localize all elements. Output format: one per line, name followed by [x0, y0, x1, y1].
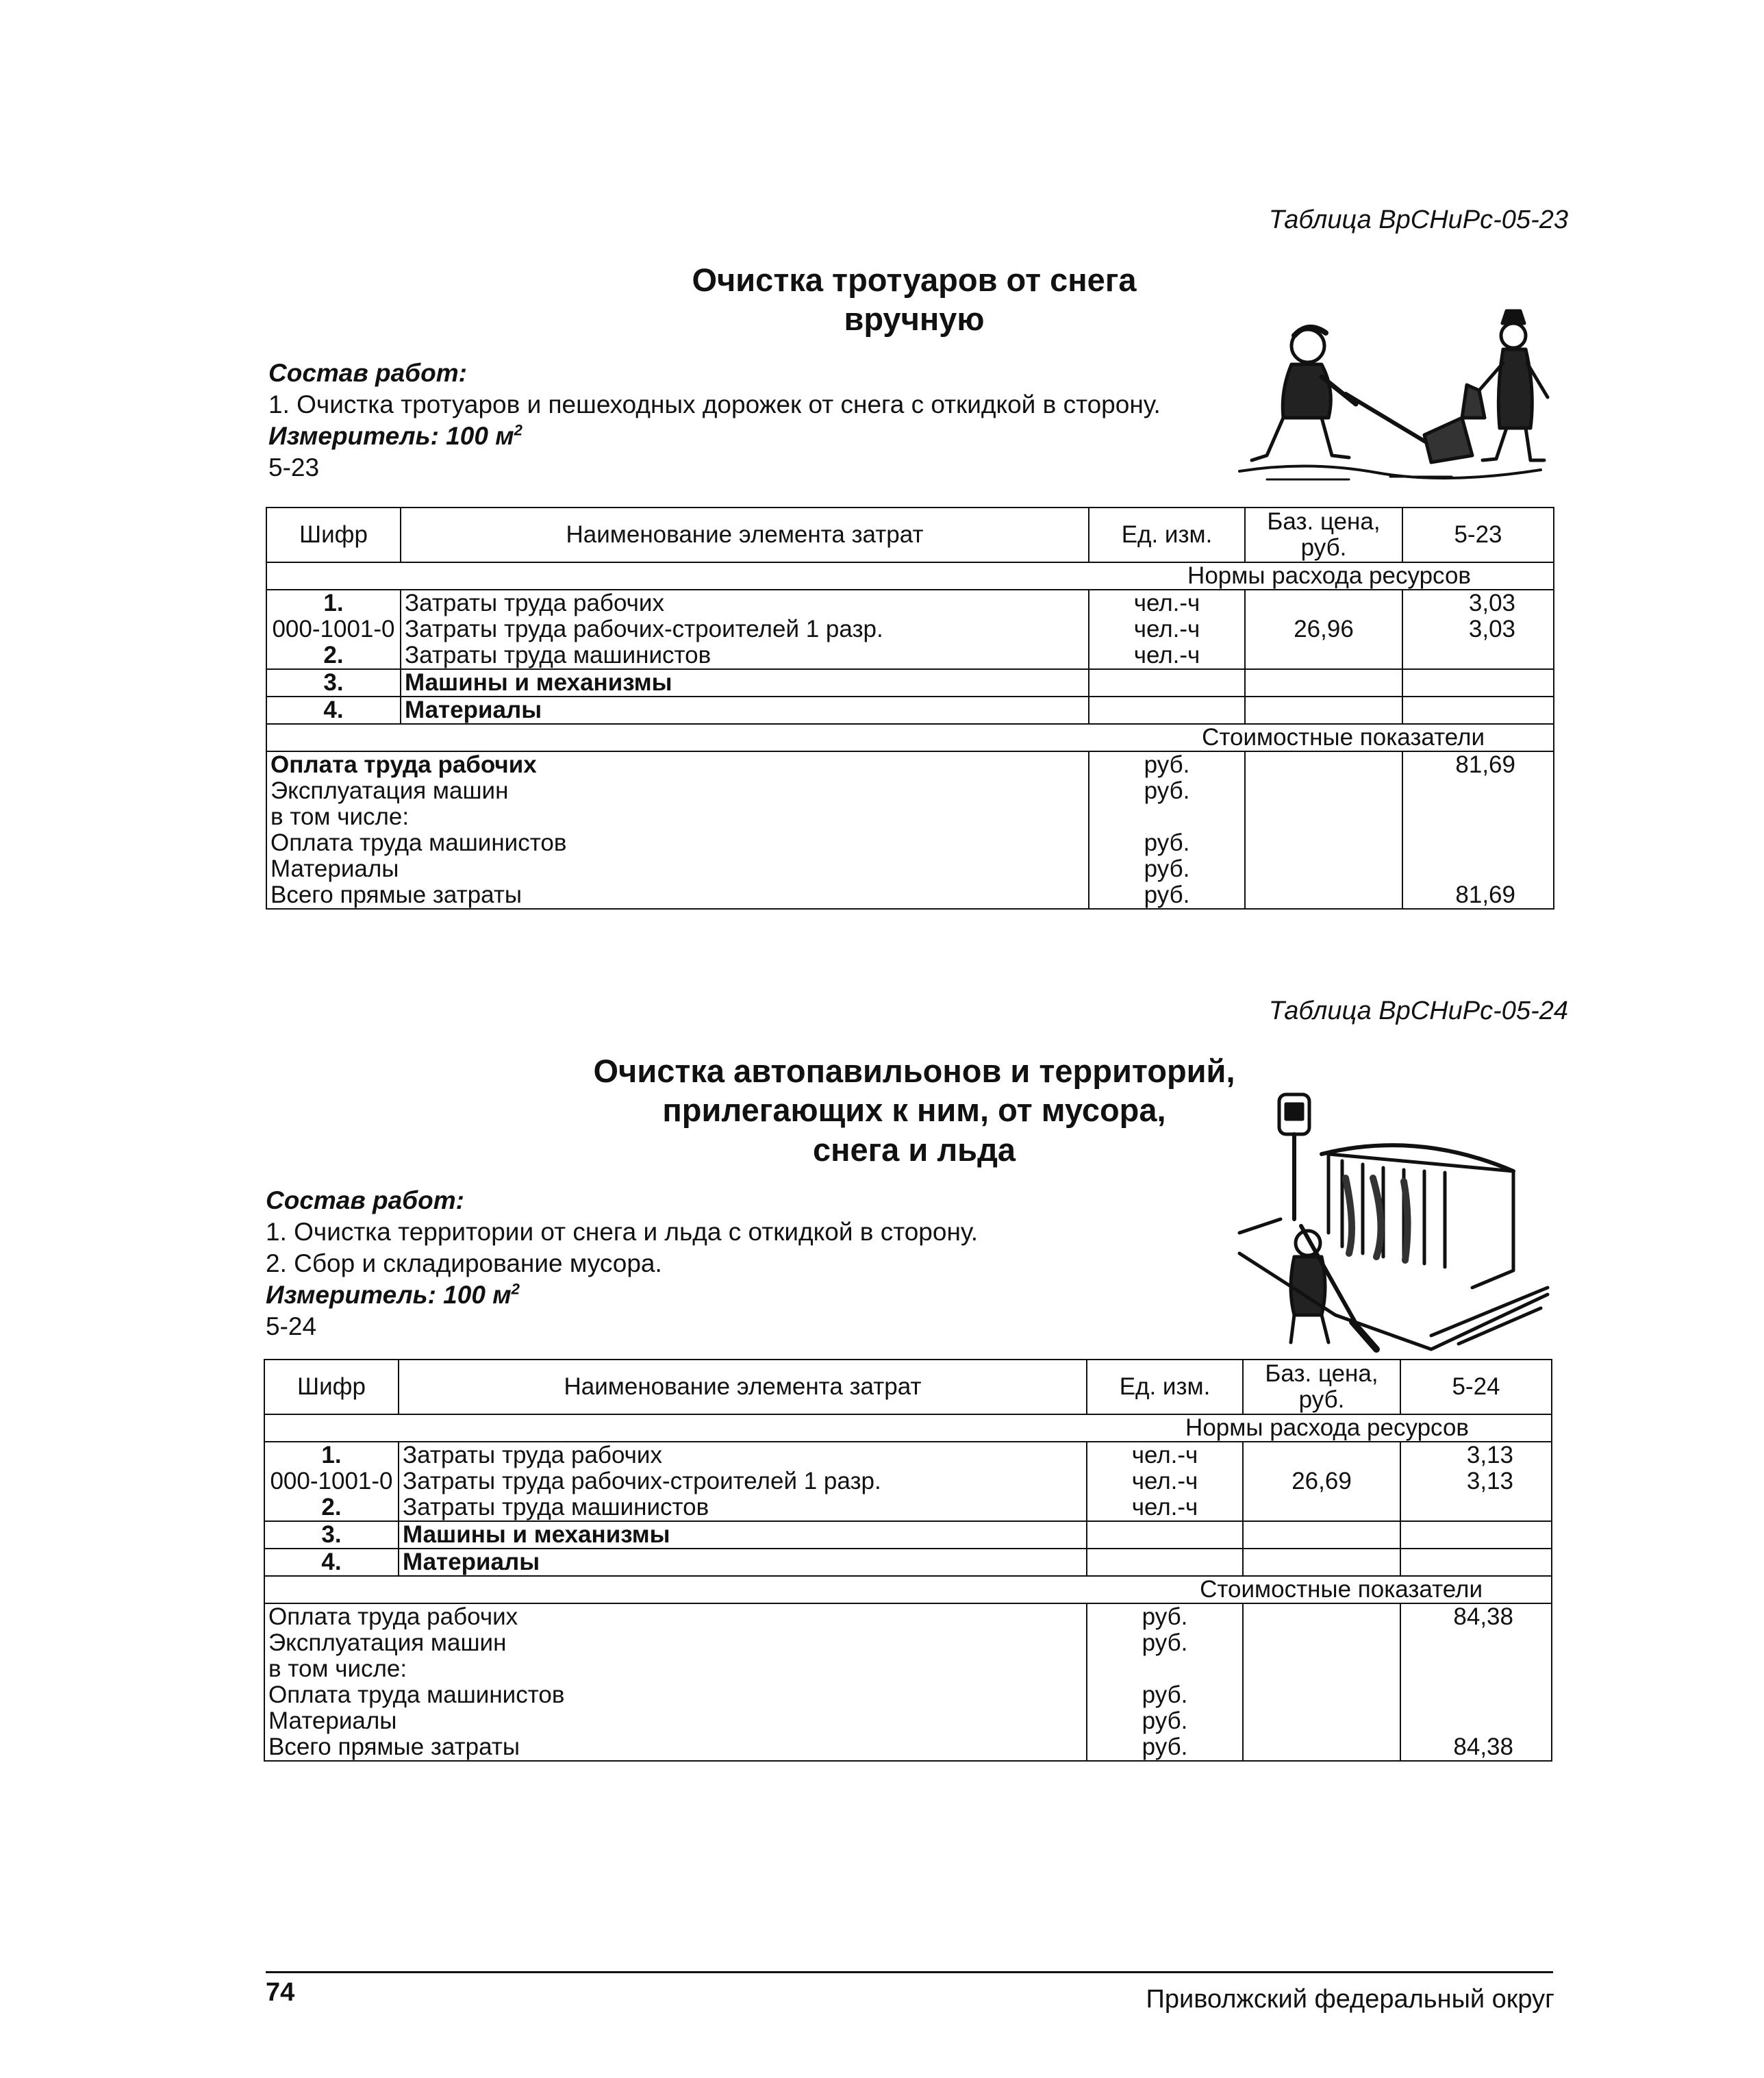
table-cell: [1402, 697, 1554, 724]
page-number: 74: [266, 1978, 295, 2007]
table-cell: [1402, 642, 1554, 669]
measure-label: Измеритель: 100 $м^2$: [266, 1280, 520, 1309]
work-info-05-23: [268, 358, 1161, 484]
table-cell: [1243, 1549, 1400, 1576]
cost-label: Стоимостные показатели: [266, 724, 1554, 751]
table-cell: [1087, 1521, 1243, 1549]
table-row: [266, 751, 1554, 778]
norms-label: Нормы расхода ресурсов: [264, 1414, 1552, 1442]
table-cell: 3,03: [1402, 590, 1554, 616]
work-info-05-24: [266, 1185, 978, 1342]
table-cell: чел.-ч: [1087, 1468, 1243, 1494]
snow-shoveling-illustration: [1226, 308, 1554, 486]
table-cell: руб.: [1089, 830, 1245, 856]
table-row: [266, 697, 1554, 724]
table-cell: руб.: [1089, 751, 1245, 778]
table-cell: руб.: [1087, 1682, 1243, 1708]
section-title-05-23: [596, 260, 1233, 339]
cost-label: Стоимостные показатели: [264, 1576, 1552, 1603]
table-cell: 4.: [264, 1549, 399, 1576]
table-row: [264, 1630, 1552, 1656]
table-cell: [1245, 778, 1402, 804]
table-header-row: [264, 1360, 1552, 1414]
table-cell: 3,13: [1400, 1442, 1552, 1468]
table-cell: [1400, 1630, 1552, 1656]
composition-item: 2. Сбор и складирование мусора.: [266, 1249, 662, 1277]
table-cell: руб.: [1087, 1630, 1243, 1656]
table-cell: [1245, 669, 1402, 697]
table-cell: [1089, 669, 1245, 697]
table-cell: [1243, 1682, 1400, 1708]
table-row: [264, 1549, 1552, 1576]
composition-item: 1. Очистка территории от снега и льда с откидкой в сторону.: [266, 1218, 978, 1246]
table-cell: чел.-ч: [1089, 642, 1245, 669]
table-cell: руб.: [1089, 882, 1245, 909]
table-cell: Затраты труда машинистов: [399, 1494, 1087, 1521]
header-code: Шифр: [266, 508, 401, 562]
table-cell: [1245, 751, 1402, 778]
table-cell: Эксплуатация машин: [264, 1630, 1087, 1656]
norms-section-row: [266, 562, 1554, 590]
table-cell: 4.: [266, 697, 401, 724]
table-cell: [1243, 1630, 1400, 1656]
header-unit: Ед. изм.: [1089, 508, 1245, 562]
table-cell: руб.: [1089, 778, 1245, 804]
header-price: Баз. цена, руб.: [1243, 1360, 1400, 1414]
table-cell: [1402, 669, 1554, 697]
title-line: Очистка автопавильонов и территорий,: [593, 1053, 1235, 1089]
cost-section-row: [264, 1576, 1552, 1603]
table-row: [264, 1442, 1552, 1468]
table-cell: 000-1001-0: [264, 1468, 399, 1494]
table-cell: Материалы: [401, 697, 1089, 724]
header-name: Наименование элемента затрат: [401, 508, 1089, 562]
table-cell: [1400, 1656, 1552, 1682]
table-cell: 000-1001-0: [266, 616, 401, 642]
table-cell: 1.: [264, 1442, 399, 1468]
table-cell: Затраты труда рабочих-строителей 1 разр.: [399, 1468, 1087, 1494]
table-cell: чел.-ч: [1087, 1494, 1243, 1521]
table-cell: 84,38: [1400, 1734, 1552, 1761]
table-row: [264, 1734, 1552, 1761]
table-cell: [1400, 1494, 1552, 1521]
table-cell: чел.-ч: [1087, 1442, 1243, 1468]
table-row: [264, 1708, 1552, 1734]
table-header-row: [266, 508, 1554, 562]
table-row: [264, 1494, 1552, 1521]
table-cell: руб.: [1087, 1603, 1243, 1630]
table-row: [266, 590, 1554, 616]
table-cell: в том числе:: [264, 1656, 1087, 1682]
table-cell: Затраты труда рабочих-строителей 1 разр.: [401, 616, 1089, 642]
table-cell: [1243, 1656, 1400, 1682]
table-cell: 26,96: [1245, 616, 1402, 642]
section-code: 5-23: [268, 453, 320, 481]
table-row: [266, 882, 1554, 909]
table-cell: руб.: [1087, 1734, 1243, 1761]
cost-table-05-23: [266, 507, 1554, 910]
header-name: Наименование элемента затрат: [399, 1360, 1087, 1414]
table-cell: [1087, 1656, 1243, 1682]
table-cell: Материалы: [264, 1708, 1087, 1734]
table-row: [264, 1656, 1552, 1682]
table-cell: [1089, 804, 1245, 830]
table-cell: [1402, 804, 1554, 830]
table-row: [266, 778, 1554, 804]
table-cell: [1245, 804, 1402, 830]
table-cell: 3.: [264, 1521, 399, 1549]
table-cell: [1087, 1549, 1243, 1576]
table-row: [266, 856, 1554, 882]
table-cell: 81,69: [1402, 751, 1554, 778]
table-row: [264, 1521, 1552, 1549]
table-cell: 2.: [266, 642, 401, 669]
table-row: [266, 804, 1554, 830]
table-cell: Затраты труда рабочих: [399, 1442, 1087, 1468]
table-cell: чел.-ч: [1089, 590, 1245, 616]
header-unit: Ед. изм.: [1087, 1360, 1243, 1414]
title-line: Очистка тротуаров от снега: [692, 262, 1137, 298]
table-cell: Затраты труда рабочих: [401, 590, 1089, 616]
title-line: снега и льда: [812, 1131, 1016, 1168]
table-cell: 84,38: [1400, 1603, 1552, 1630]
table-row: [264, 1468, 1552, 1494]
table-cell: 2.: [264, 1494, 399, 1521]
table-cell: Оплата труда рабочих: [266, 751, 1089, 778]
table-cell: 26,69: [1243, 1468, 1400, 1494]
cost-table-05-24: [264, 1359, 1552, 1762]
table-cell: 3.: [266, 669, 401, 697]
table-cell: Оплата труда машинистов: [264, 1682, 1087, 1708]
table-id-05-23: Таблица ВрСНиРс-05-23: [1268, 205, 1568, 234]
table-row: [266, 642, 1554, 669]
table-cell: [1243, 1494, 1400, 1521]
cost-section-row: [266, 724, 1554, 751]
table-cell: в том числе:: [266, 804, 1089, 830]
table-cell: Оплата труда машинистов: [266, 830, 1089, 856]
header-rate-code: 5-24: [1400, 1360, 1552, 1414]
table-cell: Эксплуатация машин: [266, 778, 1089, 804]
table-cell: [1243, 1708, 1400, 1734]
table-cell: [1089, 697, 1245, 724]
table-row: [266, 669, 1554, 697]
table-cell: [1245, 590, 1402, 616]
table-cell: 3,03: [1402, 616, 1554, 642]
table-cell: [1243, 1442, 1400, 1468]
table-cell: руб.: [1089, 856, 1245, 882]
table-cell: 3,13: [1400, 1468, 1552, 1494]
table-id-05-24: Таблица ВрСНиРс-05-24: [1268, 997, 1568, 1025]
header-price: Баз. цена, руб.: [1245, 508, 1402, 562]
table-cell: 81,69: [1402, 882, 1554, 909]
title-line: прилегающих к ним, от мусора,: [662, 1092, 1166, 1129]
table-cell: [1245, 856, 1402, 882]
table-row: [266, 616, 1554, 642]
composition-label: Состав работ:: [266, 1186, 464, 1214]
table-cell: Материалы: [399, 1549, 1087, 1576]
table-cell: 1.: [266, 590, 401, 616]
table-cell: Всего прямые затраты: [266, 882, 1089, 909]
title-line: вручную: [844, 301, 985, 338]
table-cell: [1400, 1708, 1552, 1734]
table-cell: [1402, 856, 1554, 882]
table-row: [266, 830, 1554, 856]
table-cell: [1245, 697, 1402, 724]
norms-section-row: [264, 1414, 1552, 1442]
composition-item: 1. Очистка тротуаров и пешеходных дорожек от снега с откидкой в сторону.: [268, 390, 1161, 418]
table-cell: [1245, 830, 1402, 856]
header-code: Шифр: [264, 1360, 399, 1414]
table-cell: [1243, 1521, 1400, 1549]
bus-stop-cleaning-illustration: [1226, 1089, 1554, 1356]
section-title-05-24: [520, 1051, 1308, 1169]
table-row: [264, 1682, 1552, 1708]
table-cell: [1400, 1549, 1552, 1576]
table-cell: руб.: [1087, 1708, 1243, 1734]
table-cell: чел.-ч: [1089, 616, 1245, 642]
table-cell: [1402, 830, 1554, 856]
table-cell: Материалы: [266, 856, 1089, 882]
table-cell: Машины и механизмы: [399, 1521, 1087, 1549]
measure-label: Измеритель: 100 $м^2$: [268, 421, 522, 450]
table-cell: [1243, 1734, 1400, 1761]
table-cell: Затраты труда машинистов: [401, 642, 1089, 669]
table-cell: [1402, 778, 1554, 804]
table-cell: [1245, 882, 1402, 909]
footer-region: Приволжский федеральный округ: [1146, 1985, 1554, 2014]
table-cell: [1245, 642, 1402, 669]
table-cell: Всего прямые затраты: [264, 1734, 1087, 1761]
table-row: [264, 1603, 1552, 1630]
table-cell: [1400, 1682, 1552, 1708]
table-cell: Машины и механизмы: [401, 669, 1089, 697]
header-rate-code: 5-23: [1402, 508, 1554, 562]
norms-label: Нормы расхода ресурсов: [266, 562, 1554, 590]
section-code: 5-24: [266, 1312, 317, 1340]
table-cell: [1400, 1521, 1552, 1549]
table-cell: Оплата труда рабочих: [264, 1603, 1087, 1630]
table-cell: [1243, 1603, 1400, 1630]
footer-divider: [266, 1971, 1553, 1973]
composition-label: Состав работ:: [268, 359, 467, 387]
